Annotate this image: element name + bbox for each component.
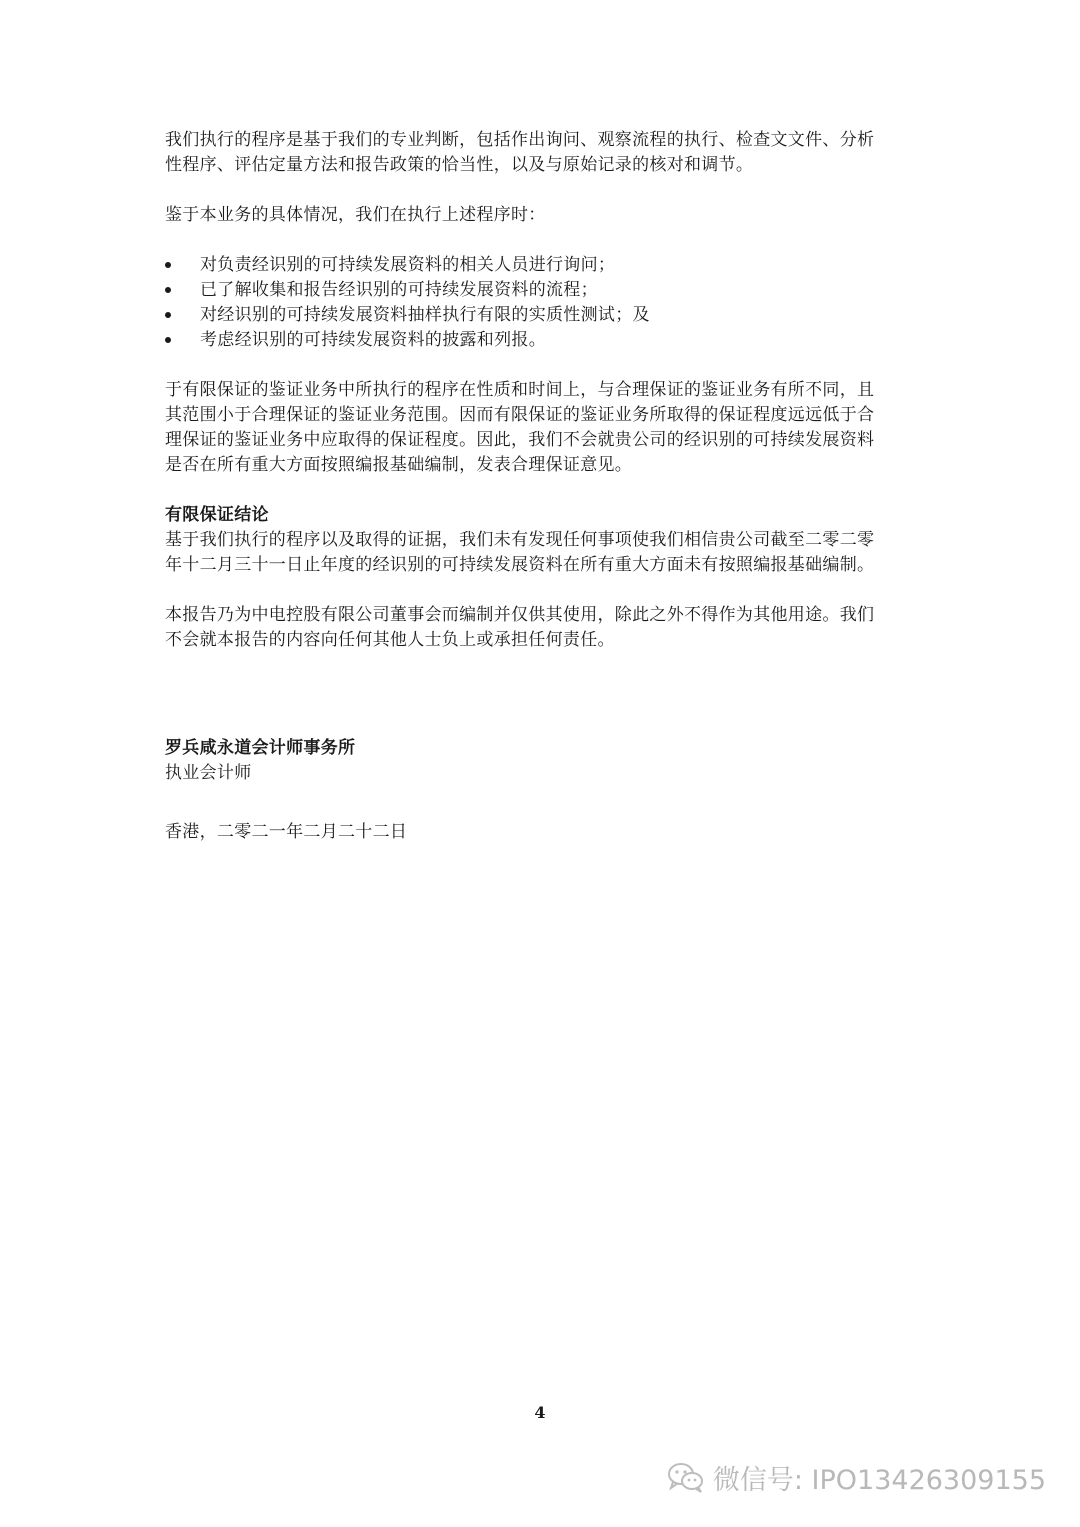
- firm-name: 罗兵咸永道会计师事务所: [165, 738, 356, 758]
- list-item: [165, 278, 925, 303]
- page-number: 4: [534, 1403, 546, 1422]
- procedure-list: [165, 253, 925, 353]
- bullet-icon: [165, 287, 171, 293]
- bullet-icon: [165, 337, 171, 343]
- list-item-text: 考虑经识别的可持续发展资料的披露和列报。: [200, 330, 546, 350]
- list-item: [165, 328, 925, 353]
- watermark: [667, 1458, 1046, 1497]
- list-item: [165, 303, 925, 328]
- list-item: [165, 253, 925, 278]
- conclusion-heading: 有限保证结论: [165, 505, 269, 525]
- list-item-text: 对经识别的可持续发展资料抽样执行有限的实质性测试；及: [200, 305, 650, 325]
- circumstances-paragraph: 鉴于本业务的具体情况，我们在执行上述程序时：: [165, 205, 546, 225]
- conclusion-paragraph: 基于我们执行的程序以及取得的证据，我们未有发现任何事项使我们相信贵公司截至二零二零 年十二月三十一日止年度的经识别的可持续发展资料在所有重大方面未有按照编报基础编制。: [165, 530, 875, 575]
- bullet-icon: [165, 312, 171, 318]
- signature-block: [165, 736, 355, 786]
- conclusion-section: [165, 503, 925, 578]
- restriction-paragraph: 本报告乃为中电控股有限公司董事会而编制并仅供其使用，除此之外不得作为其他用途。我们 不会就本报告的内容向任何其他人士负上或承担任何责任。: [165, 605, 875, 650]
- list-item-text: 对负责经识别的可持续发展资料的相关人员进行询问；: [200, 255, 616, 275]
- procedures-paragraph: 我们执行的程序是基于我们的专业判断，包括作出询问、观察流程的执行、检查文文件、分析 性程序、评估定量方法和报告政策的恰当性，以及与原始记录的核对和调节。: [165, 130, 875, 175]
- document-body: [165, 128, 925, 678]
- firm-title: 执业会计师: [165, 763, 252, 783]
- list-item-text: 已了解收集和报告经识别的可持续发展资料的流程；: [200, 280, 598, 300]
- bullet-icon: [165, 262, 171, 268]
- watermark-text: 微信号: IPO13426309155: [712, 1465, 1046, 1496]
- wechat-icon: [667, 1462, 705, 1494]
- limited-assurance-paragraph: 于有限保证的鉴证业务中所执行的程序在性质和时间上，与合理保证的鉴证业务有所不同，且 其范围小于合理保证的鉴证业务范围。因而有限保证的鉴证业务所取得的保证程度远远低于合 理保证的鉴证业务中应取得的保证程度。因此，我们不会就贵公司的经识别的可持续发展资料 是否在所有重大方面按照编报基础编制，发表合理保证意见。: [165, 380, 875, 475]
- place-date: 香港，二零二一年二月二十二日: [165, 822, 408, 842]
